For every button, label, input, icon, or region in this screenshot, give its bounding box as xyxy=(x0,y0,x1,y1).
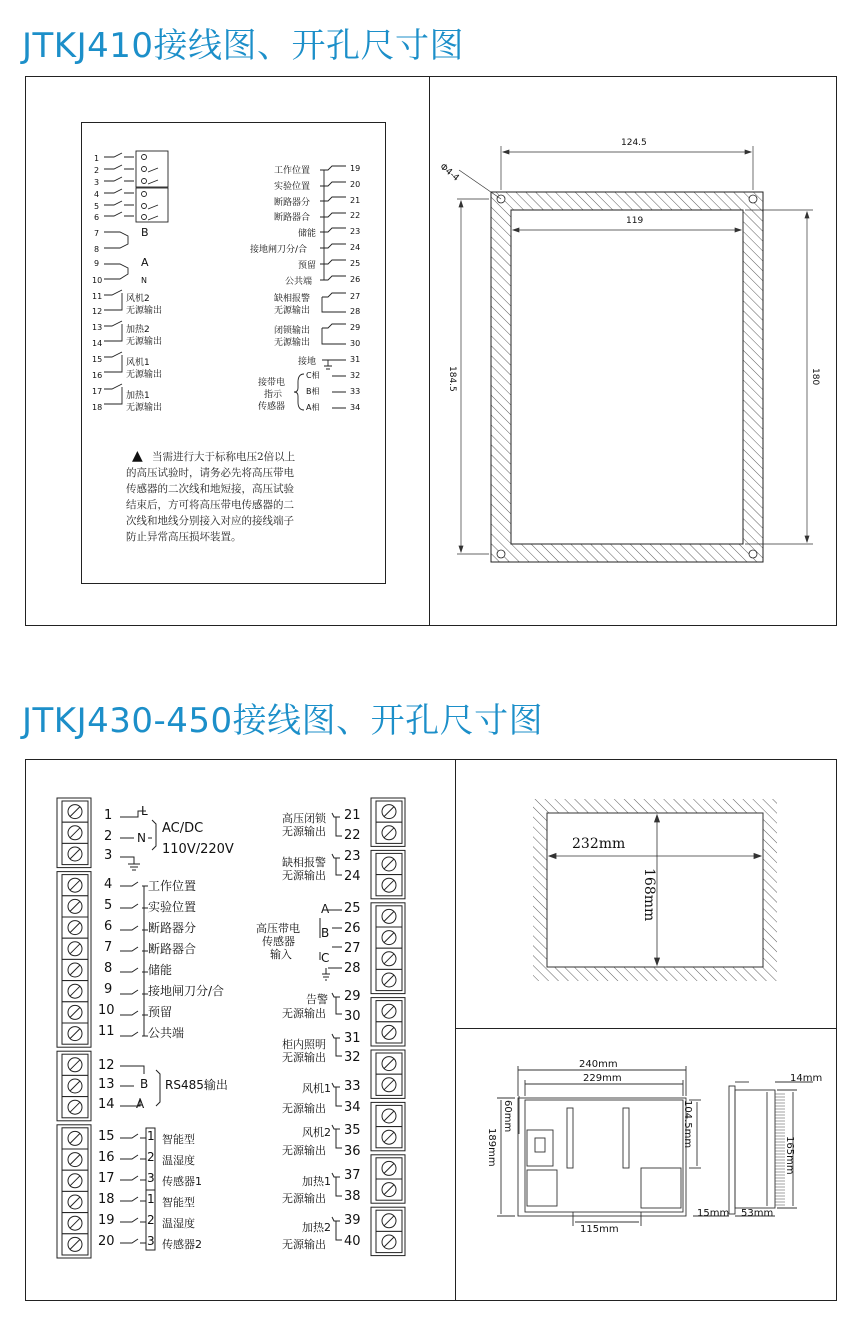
group-label: 缺相报警 xyxy=(274,294,311,304)
terminal-number: 31 xyxy=(350,355,361,364)
terminal-number: 18 xyxy=(92,403,103,412)
terminal-number: 20 xyxy=(98,1234,115,1249)
terminal-number: 12 xyxy=(98,1058,115,1073)
group-label: 加热2 xyxy=(302,1221,331,1234)
power-label: 110V/220V xyxy=(162,842,234,857)
terminal-number: 19 xyxy=(350,164,361,173)
group-label: 无源输出 xyxy=(274,338,311,348)
section2-hdivider xyxy=(455,1028,837,1029)
label-n: N xyxy=(141,276,147,285)
group-label: 风机2 xyxy=(126,294,150,304)
terminal-number: 18 xyxy=(98,1192,115,1207)
dim-h-inner: 104.5mm xyxy=(682,1100,693,1149)
terminal-number: 29 xyxy=(344,989,361,1004)
group-label: 加热1 xyxy=(126,391,150,401)
terminal-label: 1 xyxy=(147,1192,155,1206)
terminal-number: 16 xyxy=(98,1150,115,1165)
dim-h-outer: 189mm xyxy=(486,1128,497,1167)
terminal-number: 40 xyxy=(344,1234,361,1249)
sensor1-label: 温湿度 xyxy=(162,1154,195,1167)
dim-w-outer: 240mm xyxy=(579,1059,618,1070)
dim-h-left: 60mm xyxy=(502,1100,513,1133)
hv-letter: A xyxy=(321,902,330,916)
terminal-number: 10 xyxy=(92,276,103,285)
terminal-number: 30 xyxy=(350,339,361,348)
terminal-number: 28 xyxy=(350,307,361,316)
group-label: 加热1 xyxy=(302,1175,331,1188)
outline-drawing xyxy=(457,1030,835,1298)
terminal-number: 8 xyxy=(94,245,100,254)
terminal-number: 27 xyxy=(344,941,361,956)
sensor2-label: 智能型 xyxy=(162,1196,195,1209)
terminal-number: 27 xyxy=(350,292,361,301)
terminal-label: 工作位置 xyxy=(274,166,311,176)
terminal-number: 23 xyxy=(344,849,361,864)
terminal-number: 17 xyxy=(98,1171,115,1186)
terminal-number: 13 xyxy=(98,1077,115,1092)
phase-label: A相 xyxy=(306,403,320,412)
terminal-number: 22 xyxy=(350,211,361,220)
terminal-number: 28 xyxy=(344,961,361,976)
section2-divider xyxy=(455,759,456,1301)
terminal-label: B xyxy=(140,1077,149,1091)
terminal-number: 14 xyxy=(98,1097,115,1112)
terminal-number: 30 xyxy=(344,1009,361,1024)
right-terminal-block xyxy=(369,797,407,1259)
note-line: 次线和地线分别接入对应的接线端子 xyxy=(126,515,294,527)
dim-bottom: 115mm xyxy=(580,1224,619,1235)
group-label: 无源输出 xyxy=(282,1238,326,1251)
terminal-number: 3 xyxy=(104,848,113,863)
group-label: 高压闭锁 xyxy=(282,812,326,825)
dim-cutout-height: 168mm xyxy=(641,868,657,922)
group-label: 风机2 xyxy=(302,1126,331,1139)
terminal-number: 2 xyxy=(94,166,100,175)
terminal-number: 21 xyxy=(350,196,361,205)
terminal-number: 2 xyxy=(104,829,113,844)
terminal-label: 实验位置 xyxy=(274,182,311,192)
group-label: 无源输出 xyxy=(282,825,326,838)
terminal-label: 公共端 xyxy=(148,1026,185,1040)
terminal-label: N xyxy=(137,831,146,845)
terminal-number: 33 xyxy=(344,1079,361,1094)
sensor-bracket-1 xyxy=(292,372,306,412)
group-label: 闭锁输出 xyxy=(274,326,311,336)
group-label: 无源输出 xyxy=(282,1007,326,1020)
terminal-label: 实验位置 xyxy=(148,900,197,914)
dim-w-inner: 229mm xyxy=(583,1073,622,1084)
terminal-number: 34 xyxy=(344,1100,361,1115)
terminal-number: 4 xyxy=(104,877,113,892)
terminal-number: 29 xyxy=(350,323,361,332)
terminal-number: 17 xyxy=(92,387,103,396)
group-label: 无源输出 xyxy=(126,370,163,380)
note-line: 传感器的二次线和地短接，高压试验 xyxy=(126,483,294,495)
sensor-label: 接带电 xyxy=(258,378,286,388)
dim-side-b2: 53mm xyxy=(741,1208,774,1219)
terminal-number: 16 xyxy=(92,371,103,380)
section1-divider xyxy=(429,76,430,626)
group-label: 风机1 xyxy=(126,358,150,368)
terminal-number: 22 xyxy=(344,828,361,843)
section1-title: JTKJ410接线图、开孔尺寸图 xyxy=(22,26,465,66)
terminal-number: 24 xyxy=(344,869,361,884)
terminal-number: 32 xyxy=(350,371,361,380)
note-line: 的高压试验时，请务必先将高压带电 xyxy=(126,467,294,479)
terminal-number: 6 xyxy=(104,919,113,934)
terminal-number: 39 xyxy=(344,1213,361,1228)
dim-inner-width: 119 xyxy=(626,216,644,226)
right-wiring-2 xyxy=(312,800,346,1260)
terminal-number: 7 xyxy=(104,940,113,955)
terminal-label: 断路器分 xyxy=(148,921,197,935)
label-a: A xyxy=(141,256,149,269)
terminal-number: 12 xyxy=(92,307,103,316)
hv-label: 高压带电 xyxy=(256,922,300,935)
terminal-label: 工作位置 xyxy=(148,879,197,893)
terminal-number: 7 xyxy=(94,229,100,238)
terminal-label: 储能 xyxy=(148,963,173,977)
terminal-number: 24 xyxy=(350,243,361,252)
phase-label: B相 xyxy=(306,387,320,396)
group-label: 告警 xyxy=(306,993,328,1006)
terminal-number: 6 xyxy=(94,213,100,222)
section2-title: JTKJ430-450接线图、开孔尺寸图 xyxy=(22,701,544,741)
terminal-label: A xyxy=(136,1097,145,1111)
note-line: 当需进行大于标称电压2倍以上 xyxy=(152,451,296,463)
terminal-number: 15 xyxy=(92,355,103,364)
dim-side-top: 14mm xyxy=(790,1073,823,1084)
power-label: AC/DC xyxy=(162,821,204,836)
dim-side-b1: 15mm xyxy=(697,1208,730,1219)
cutout-drawing-1 xyxy=(431,78,835,624)
terminal-number: 31 xyxy=(344,1031,361,1046)
dim-inner-height: 180 xyxy=(810,368,820,386)
sensor1-label: 智能型 xyxy=(162,1133,195,1146)
sensor2-label: 温湿度 xyxy=(162,1217,195,1230)
sensor2-label: 传感器2 xyxy=(162,1238,202,1251)
terminal-label: 预留 xyxy=(148,1005,173,1019)
group-label: 无源输出 xyxy=(282,1051,326,1064)
group-label: 无源输出 xyxy=(282,1102,326,1115)
terminal-number: 5 xyxy=(94,202,100,211)
terminal-label: 2 xyxy=(147,1150,155,1164)
terminal-label: 3 xyxy=(147,1171,155,1185)
terminal-number: 33 xyxy=(350,387,361,396)
terminal-number: 19 xyxy=(98,1213,115,1228)
ground-label: 接地 xyxy=(298,357,317,367)
terminal-number: 26 xyxy=(344,921,361,936)
note-line: 防止异常高压损坏装置。 xyxy=(126,531,242,543)
group-label: 无源输出 xyxy=(126,337,163,347)
dim-cutout-width: 232mm xyxy=(572,836,626,852)
terminal-number: 26 xyxy=(350,275,361,284)
sensor-label: 指示 xyxy=(264,390,283,400)
terminal-number: 8 xyxy=(104,961,113,976)
group-label: 缺相报警 xyxy=(282,856,326,869)
group-label: 风机1 xyxy=(302,1082,331,1095)
terminal-number: 9 xyxy=(94,259,100,268)
terminal-number: 5 xyxy=(104,898,113,913)
terminal-label: 接地闸刀分/合 xyxy=(148,984,225,998)
terminal-number: 36 xyxy=(344,1144,361,1159)
note-line: 结束后，方可将高压带电传感器的二 xyxy=(126,499,294,511)
warning-icon: ▲ xyxy=(132,448,143,464)
terminal-number: 4 xyxy=(94,190,100,199)
group-label: 无源输出 xyxy=(274,306,311,316)
terminal-number: 38 xyxy=(344,1189,361,1204)
group-label: 柜内照明 xyxy=(282,1038,326,1051)
phase-label: C相 xyxy=(306,371,320,380)
terminal-number: 21 xyxy=(344,808,361,823)
sensor1-label: 传感器1 xyxy=(162,1175,202,1188)
terminal-number: 35 xyxy=(344,1123,361,1138)
terminal-number: 1 xyxy=(94,154,100,163)
terminal-number: 14 xyxy=(92,339,103,348)
terminal-number: 23 xyxy=(350,227,361,236)
group-label: 无源输出 xyxy=(282,1144,326,1157)
terminal-number: 37 xyxy=(344,1168,361,1183)
terminal-label: 接地闸刀分/合 xyxy=(250,245,308,255)
terminal-label: 断路器合 xyxy=(148,942,197,956)
hv-letter: C xyxy=(321,951,330,965)
hv-label: 传感器 xyxy=(262,935,295,948)
terminal-number: 13 xyxy=(92,323,103,332)
dim-outer-width: 124.5 xyxy=(621,138,647,148)
terminal-number: 9 xyxy=(104,982,113,997)
left-terminal-block xyxy=(55,797,93,1259)
right-wiring-1 xyxy=(318,160,350,420)
dim-outer-height: 184.5 xyxy=(447,366,457,392)
group-label: 无源输出 xyxy=(126,403,163,413)
terminal-label: 公共端 xyxy=(285,277,313,287)
terminal-label: 1 xyxy=(147,1129,155,1143)
warning-note xyxy=(126,449,295,545)
group-label: 无源输出 xyxy=(282,1192,326,1205)
label-b: B xyxy=(141,226,149,239)
terminal-number: 15 xyxy=(98,1129,115,1144)
hv-letter: B xyxy=(321,926,330,940)
group-label: 无源输出 xyxy=(126,306,163,316)
terminal-label: 断路器分 xyxy=(274,198,311,208)
terminal-number: 10 xyxy=(98,1003,115,1018)
rs485-label: RS485输出 xyxy=(165,1078,228,1092)
terminal-number: 34 xyxy=(350,403,361,412)
dim-hole: Φ4-4 xyxy=(437,162,461,184)
sensor-label: 传感器 xyxy=(258,402,286,412)
terminal-label: 2 xyxy=(147,1213,155,1227)
group-label: 无源输出 xyxy=(282,869,326,882)
terminal-label: 储能 xyxy=(298,229,317,239)
terminal-number: 11 xyxy=(98,1024,115,1039)
terminal-label: 断路器合 xyxy=(274,213,311,223)
terminal-number: 3 xyxy=(94,178,100,187)
terminal-number: 25 xyxy=(344,901,361,916)
terminal-label: 预留 xyxy=(298,261,317,271)
terminal-number: 20 xyxy=(350,180,361,189)
left-wiring-2 xyxy=(118,800,178,1260)
terminal-label: L xyxy=(141,804,148,818)
terminal-number: 1 xyxy=(104,808,113,823)
group-label: 加热2 xyxy=(126,325,150,335)
terminal-label: 3 xyxy=(147,1234,155,1248)
terminal-number: 11 xyxy=(92,292,103,301)
terminal-number: 25 xyxy=(350,259,361,268)
dim-side-h: 165mm xyxy=(784,1136,795,1175)
terminal-number: 32 xyxy=(344,1050,361,1065)
hv-label: 输入 xyxy=(270,948,292,961)
